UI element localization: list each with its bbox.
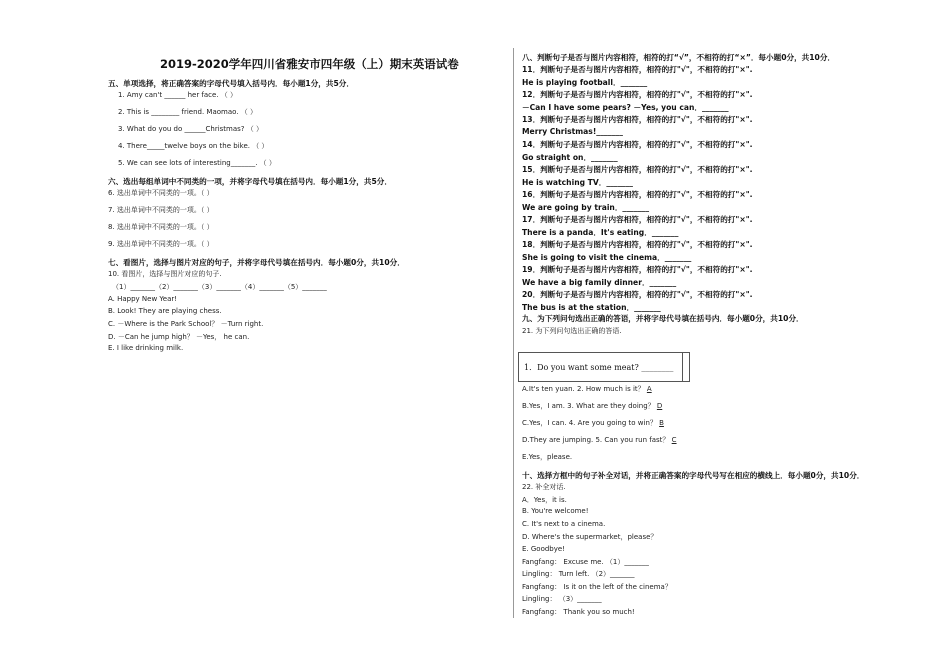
match-row xyxy=(522,401,662,411)
question-6: 6. 选出单词中不同类的一项。（ ） xyxy=(108,189,214,197)
judge-sentence: She is going to visit the cinema．_______ xyxy=(522,252,692,262)
judge-sentence: Merry Christmas!_______ xyxy=(522,126,623,136)
match-row xyxy=(522,452,572,462)
judge-sentence: There is a panda．It's eating．_______ xyxy=(522,227,679,237)
question-21: 21. 为下列问句选出正确的答语. xyxy=(522,327,622,335)
option-e: E. I like drinking milk. xyxy=(108,344,184,352)
judge-instruction: 16．判断句子是否与图片内容相符，相符的打"√"，不相符的打"×". xyxy=(522,190,753,199)
judge-instruction: 19．判断句子是否与图片内容相符，相符的打"√"，不相符的打"×". xyxy=(522,265,753,274)
judge-sentence: He is playing football．_______ xyxy=(522,77,648,87)
question-22: 22. 补全对话. xyxy=(522,483,566,491)
judge-instruction: 12．判断句子是否与图片内容相符，相符的打"√"，不相符的打"×". xyxy=(522,90,753,99)
dialog-line: Fangfang： Thank you so much! xyxy=(522,607,635,616)
question-4: 4. There_____twelve boys on the bike. （ ） xyxy=(118,142,269,150)
match-row-text: D.They are jumping. 5. Can you run fast？ xyxy=(522,436,672,444)
question-2: 2. This is ________ friend. Maomao. （ ） xyxy=(118,108,257,116)
answer-blanks: （1）_______（2）_______（3）_______（4）_______（5）_______ xyxy=(112,283,327,291)
option-a: A. Happy New Year! xyxy=(108,295,178,303)
judge-sentence: We have a big family dinner．_______ xyxy=(522,277,677,287)
question-1: 1. Amy can't ______ her face. （ ） xyxy=(118,91,238,99)
dialog-option: C. It's next to a cinema. xyxy=(522,519,606,528)
judge-sentence: He is watching TV．_______ xyxy=(522,177,633,187)
question-5: 5. We can see lots of interesting_______. （ ） xyxy=(118,159,276,167)
section-6-heading: 六、选出每组单词中不同类的一项，并将字母代号填在括号内．每小题1分，共5分． xyxy=(108,177,392,186)
judge-instruction: 13．判断句子是否与图片内容相符，相符的打"√"，不相符的打"×". xyxy=(522,115,753,124)
section-9-heading: 九、为下列问句选出正确的答语，并将字母代号填在括号内．每小题0分，共10分． xyxy=(522,314,804,323)
judge-instruction: 14．判断句子是否与图片内容相符，相符的打"√"，不相符的打"×". xyxy=(522,140,753,149)
box-question: 1．Do you want some meat? ________ xyxy=(524,363,674,372)
dialog-option: B. You're welcome! xyxy=(522,507,589,516)
match-row xyxy=(522,435,677,445)
match-row-text: B.Yes，I am. 3. What are they doing？ xyxy=(522,402,657,410)
match-answer: A xyxy=(646,385,652,393)
question-box xyxy=(518,352,690,382)
dialog-option: D. Where's the supermarket，please？ xyxy=(522,533,658,542)
judge-instruction: 18．判断句子是否与图片内容相符，相符的打"√"，不相符的打"×". xyxy=(522,240,753,249)
judge-instruction: 20．判断句子是否与图片内容相符，相符的打"√"，不相符的打"×". xyxy=(522,290,753,299)
page-title: 2019-2020学年四川省雅安市四年级（上）期末英语试卷 xyxy=(160,57,459,71)
judge-instruction: 15．判断句子是否与图片内容相符，相符的打"√"，不相符的打"×". xyxy=(522,165,753,174)
judge-sentence: －Can I have some pears? －Yes, you can．_______ xyxy=(522,102,729,112)
question-9: 9. 选出单词中不同类的一项。（ ） xyxy=(108,240,214,248)
section-5-heading: 五、单项选择，将正确答案的字母代号填入括号内．每小题1分，共5分． xyxy=(108,79,354,88)
judge-sentence: We are going by train．_______ xyxy=(522,202,650,212)
option-b: B. Look! They are playing chess. xyxy=(108,307,222,315)
dialog-option: E. Goodbye! xyxy=(522,544,566,553)
match-answer: B xyxy=(659,419,664,427)
judge-instruction: 17．判断句子是否与图片内容相符，相符的打"√"，不相符的打"×". xyxy=(522,215,753,224)
section-10-heading: 十、选择方框中的句子补全对话，并将正确答案的字母代号写在相应的横线上．每小题0分，共10分． xyxy=(522,471,865,480)
column-divider xyxy=(513,48,514,618)
judge-sentence: Go straight on．_______ xyxy=(522,152,618,162)
match-row xyxy=(522,418,664,428)
match-row xyxy=(522,384,652,394)
judge-instruction: 11．判断句子是否与图片内容相符，相符的打"√"，不相符的打"×". xyxy=(522,65,753,74)
match-row-text: C.Yes，I can. 4. Are you going to win？ xyxy=(522,419,660,427)
section-8-heading: 八、判断句子是否与图片内容相符，相符的打“√”，不相符的打“×”．每小题0分，共10分． xyxy=(522,53,836,62)
question-8: 8. 选出单词中不同类的一项。（ ） xyxy=(108,223,214,231)
judge-sentence: The bus is at the station．_______ xyxy=(522,302,661,312)
question-3: 3. What do you do ______Christmas? （ ） xyxy=(118,125,263,133)
box-rule xyxy=(682,353,683,381)
dialog-option: A．Yes，it is. xyxy=(522,496,567,504)
dialog-line: Lingling： （3）_______ xyxy=(522,595,602,604)
match-answer: C xyxy=(671,436,677,444)
question-10: 10. 看图片，选择与图片对应的句子. xyxy=(108,270,222,278)
match-answer: D xyxy=(656,402,663,410)
dialog-line: Fangfang： Is it on the left of the cinema？ xyxy=(522,582,672,591)
dialog-line: Lingling： Turn left. （2）_______ xyxy=(522,570,635,579)
match-row-text: A.It's ten yuan. 2. How much is it？ xyxy=(522,385,647,393)
section-7-heading: 七、看图片，选择与图片对应的句子，并将字母代号填在括号内．每小题0分，共10分． xyxy=(108,258,405,267)
question-7: 7. 选出单词中不同类的一项。（ ） xyxy=(108,206,214,214)
match-row-text: E.Yes，please. xyxy=(522,453,573,461)
dialog-line: Fangfang： Excuse me. （1）_______ xyxy=(522,558,649,566)
option-c: C. －Where is the Park School？ －Turn right. xyxy=(108,320,264,328)
option-d: D. －Can he jump high？ －Yes， he can. xyxy=(108,333,250,341)
